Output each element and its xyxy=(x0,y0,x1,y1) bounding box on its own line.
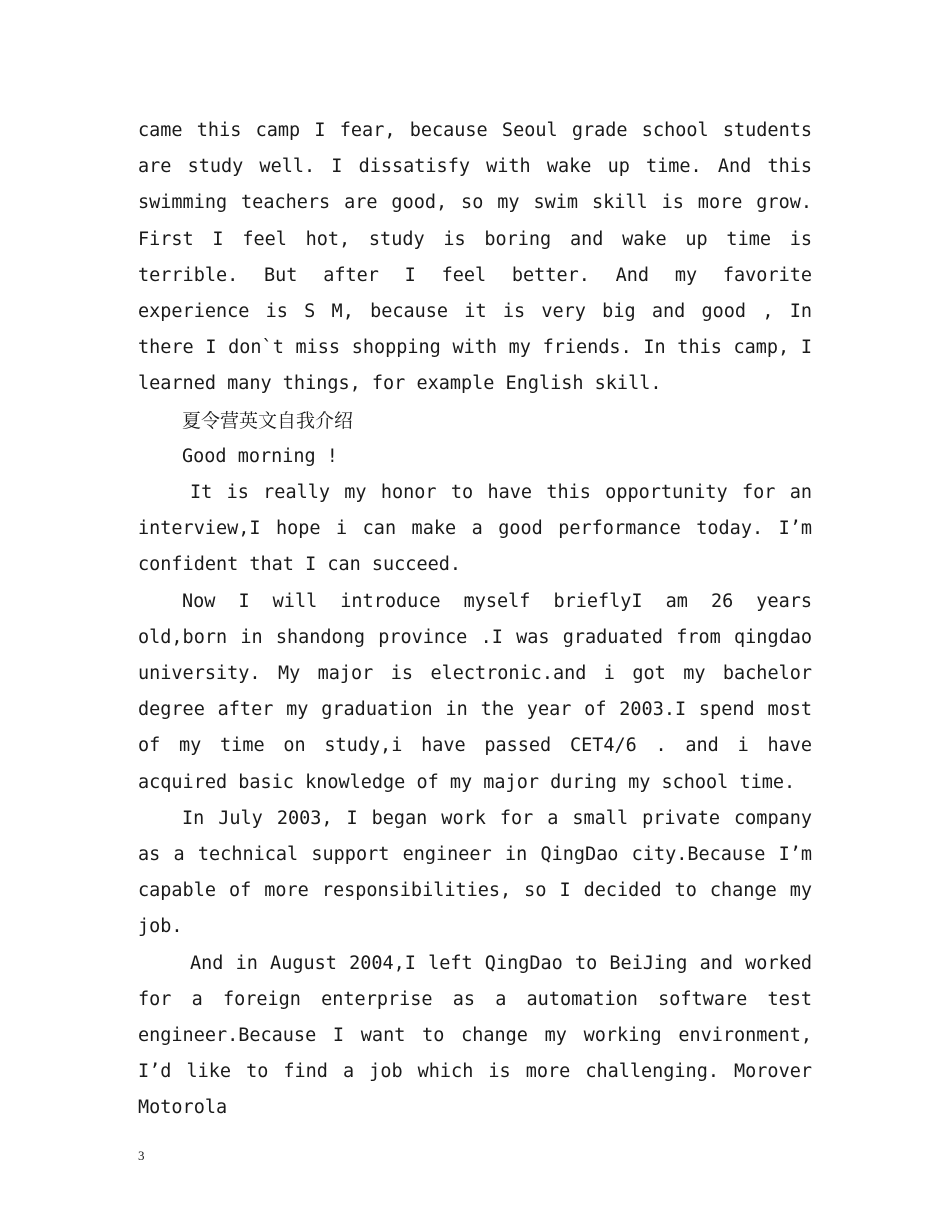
paragraph-honor: It is really my honor to have this opportunity for an interview,I hope i can make a good performance today. I’m confident that I can succeed. xyxy=(138,482,812,576)
paragraph-camp-experience: came this camp I fear, because Seoul grade school students are study well. I dissatisfy with wake up time. And this swimming teachers are good, so my swim skill is more grow. First I feel hot, study is boring and wake up time is terrible. But after I feel better. And my favorite experience is S M, because it is very big and good , In there I don`t miss shopping with my friends. In this camp, I learned many things, for example English skill. xyxy=(138,120,812,395)
greeting-line: Good morning ! xyxy=(182,445,338,467)
paragraph-introduction: Now I will introduce myself brieflyI am 26 years old,born in shandong province .I was graduated from qingdao university. My major is electronic.and i got my bachelor degree after my graduation in the year of 2003.I spend most of my time on study,i have passed CET4/6 . and i have acquired basic knowledge of my major during my school time. xyxy=(138,590,812,793)
paragraph-first-job: In July 2003, I began work for a small private company as a technical support engineer in QingDao city.Because I’m capable of more responsibilities, so I decided to change my job. xyxy=(138,807,812,938)
document-body xyxy=(138,113,812,1127)
section-heading: 夏令营英文自我介绍 xyxy=(182,409,354,432)
page-number: 3 xyxy=(138,1148,145,1163)
paragraph-second-job: And in August 2004,I left QingDao to BeiJing and worked for a foreign enterprise as a automation software test engineer.Because I want to change my working environment, I’d like to find a job which is more challenging. Morover Motorola xyxy=(138,952,812,1119)
